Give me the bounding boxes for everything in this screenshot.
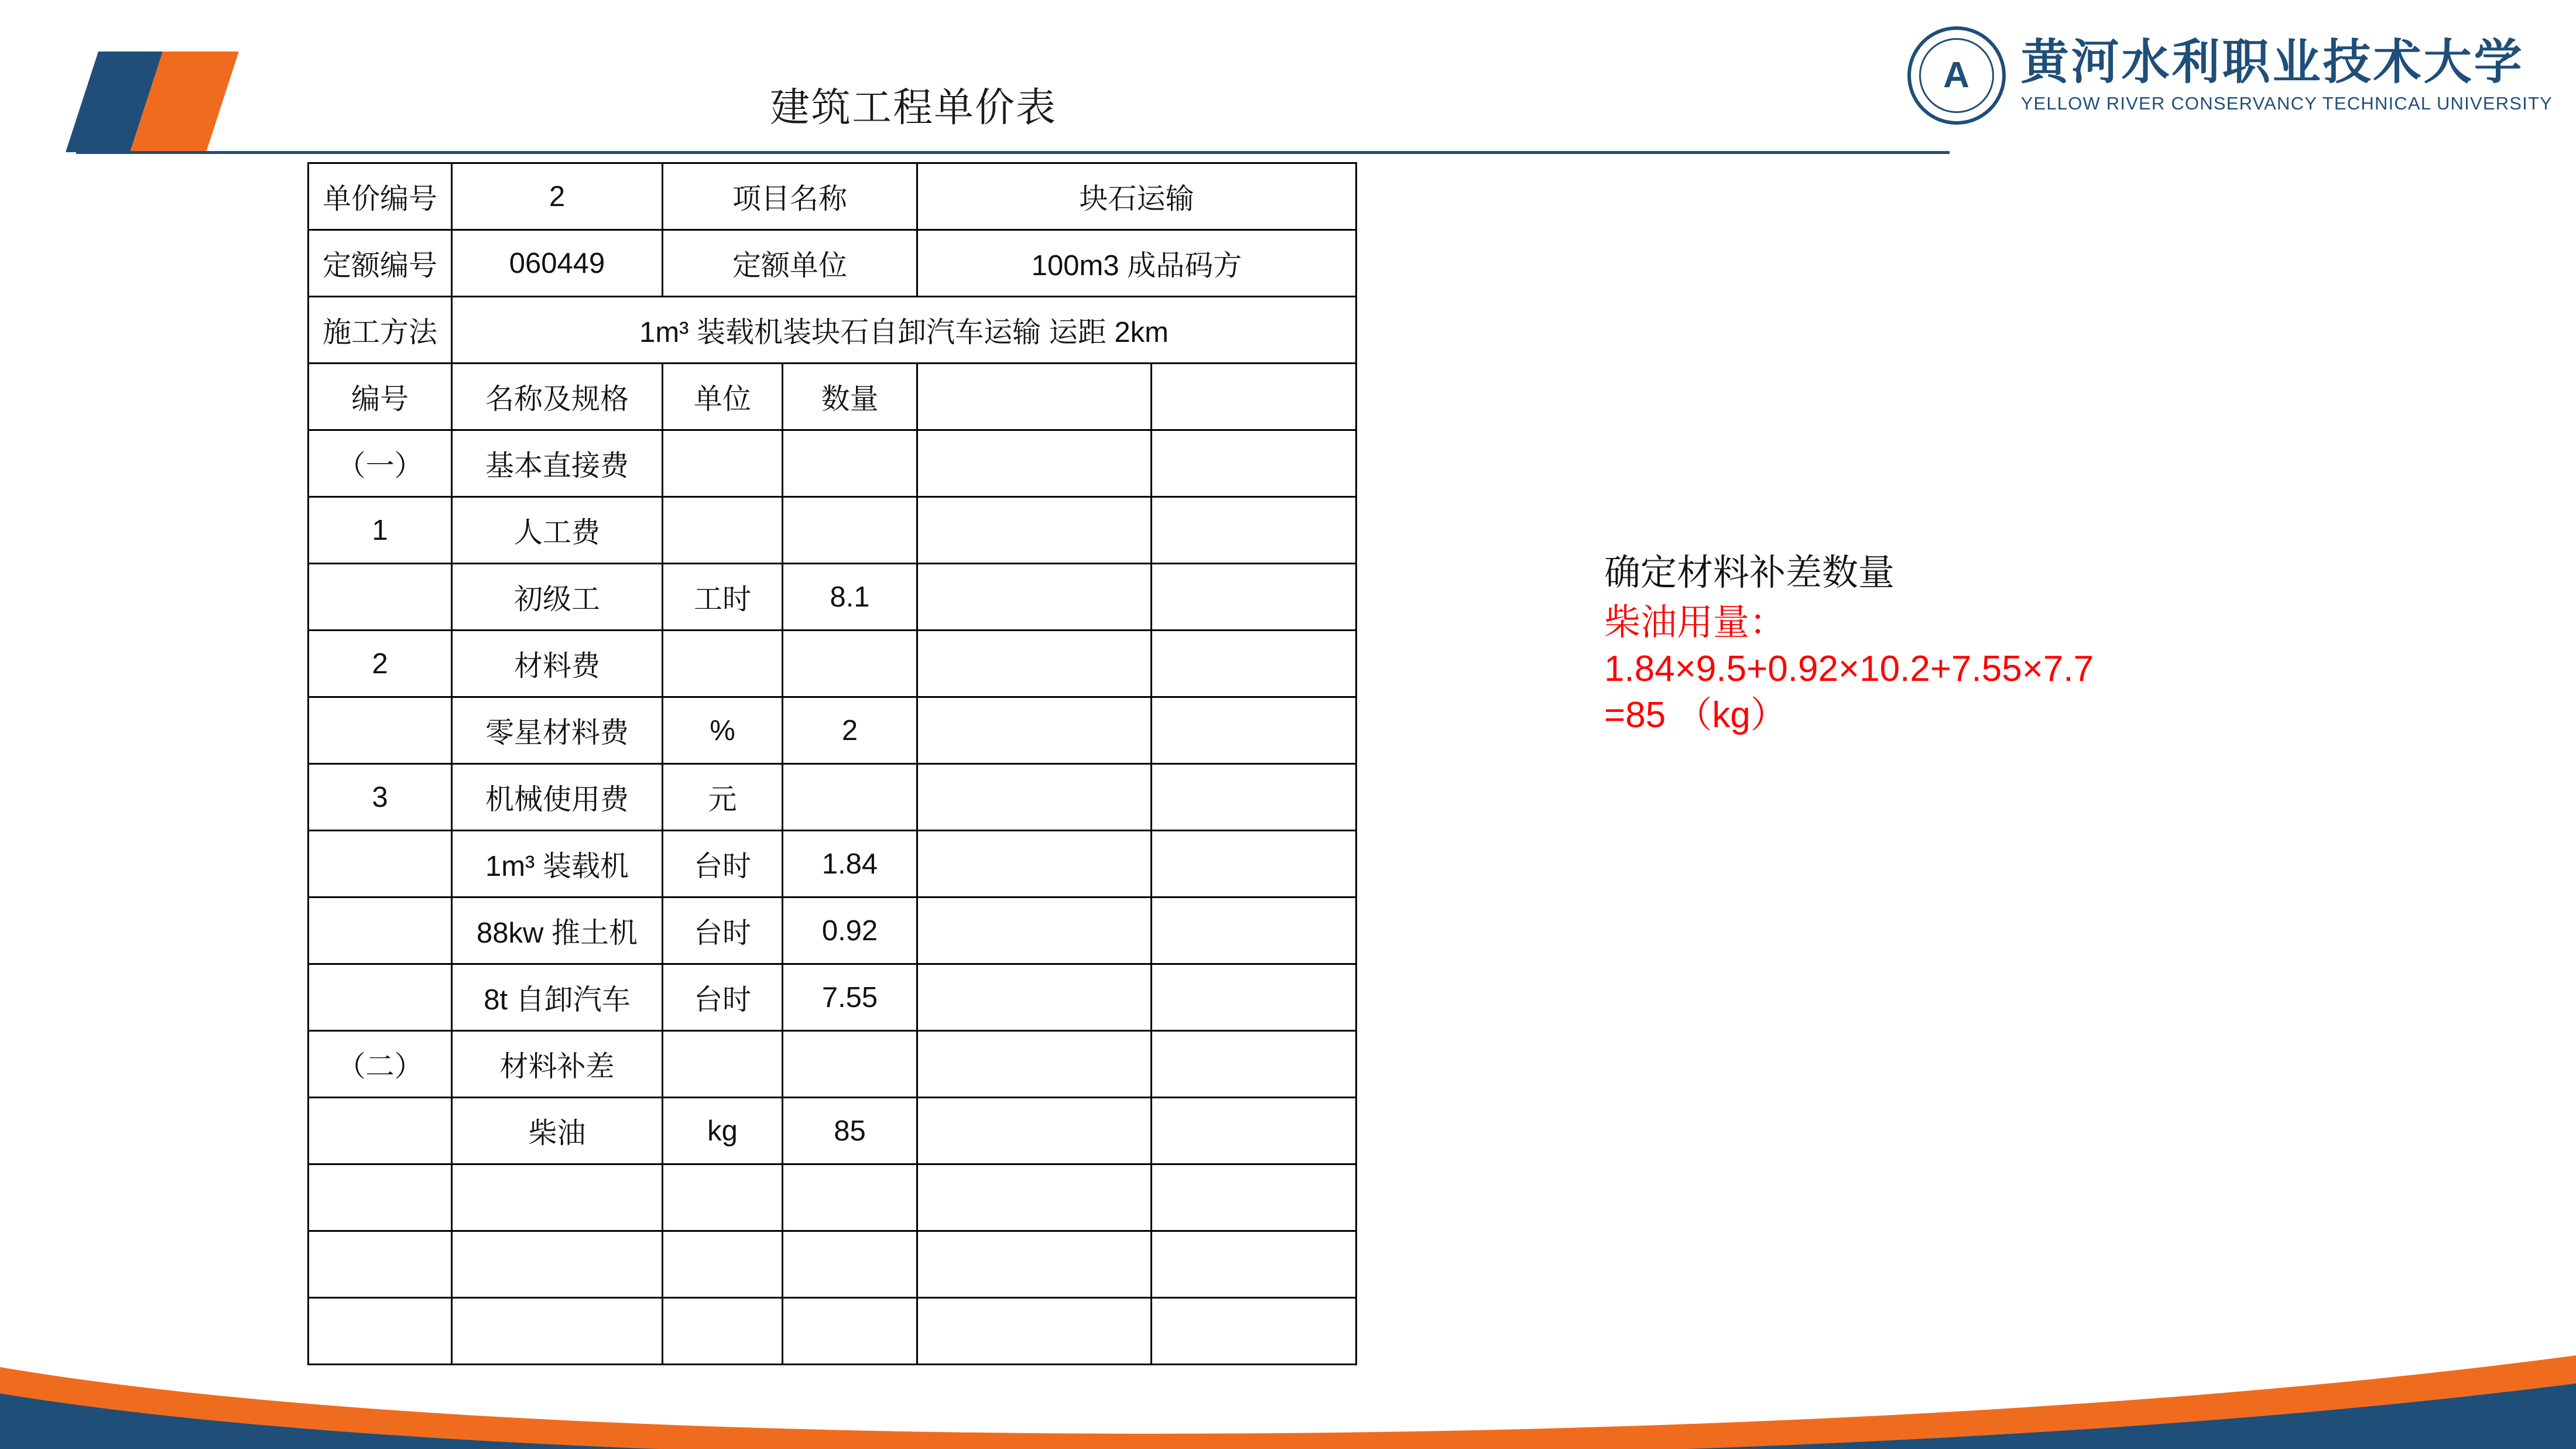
page-title: 建筑工程单价表 <box>769 85 1057 130</box>
table-row <box>309 697 1356 764</box>
note-line-1: 柴油用量： <box>1604 602 1786 643</box>
cell-qty: 85 <box>783 1098 917 1164</box>
cell-qty: 7.55 <box>783 964 917 1031</box>
cell-no <box>309 1098 452 1164</box>
note-line-2: 1.84×9.5+0.92×10.2+7.55×7.7 <box>1604 648 2094 689</box>
cell-unit: 台时 <box>663 831 783 898</box>
cell-name: 基本直接费 <box>452 430 663 497</box>
cell-label: 定额单位 <box>663 230 917 297</box>
cell-qty <box>783 631 917 697</box>
header-divider <box>76 151 1950 154</box>
cell-label: 施工方法 <box>309 297 452 364</box>
cell-value: 060449 <box>452 230 663 297</box>
cell-unit <box>663 1031 783 1098</box>
cell-qty <box>783 1031 917 1098</box>
cell-value: 块石运输 <box>917 163 1356 230</box>
cell-value: 2 <box>452 163 663 230</box>
table-row <box>309 964 1356 1031</box>
cell-extra-2 <box>1152 697 1356 764</box>
cell-unit: % <box>663 697 783 764</box>
cell-no: 2 <box>309 631 452 697</box>
cell-qty <box>783 1164 917 1231</box>
cell-unit <box>663 430 783 497</box>
cell-label: 项目名称 <box>663 163 917 230</box>
cell-extra-1 <box>917 1098 1152 1164</box>
slide-footer <box>0 1338 2576 1449</box>
cell-unit: kg <box>663 1098 783 1164</box>
column-header: 名称及规格 <box>452 364 663 430</box>
cell-unit: 工时 <box>663 564 783 631</box>
cell-unit: 元 <box>663 764 783 831</box>
cell-qty <box>783 430 917 497</box>
table-row-highlight <box>309 1031 1356 1098</box>
cell-extra-2 <box>1152 564 1356 631</box>
note-title: 确定材料补差数量 <box>1604 553 1895 593</box>
cell-extra-1 <box>917 1231 1152 1298</box>
cell-qty <box>783 1231 917 1298</box>
cell-label: 定额编号 <box>309 230 452 297</box>
cell-unit <box>663 497 783 564</box>
cell-extra-2 <box>1152 631 1356 697</box>
table-row <box>309 1231 1356 1298</box>
cell-extra-1 <box>917 697 1152 764</box>
table-row <box>309 1164 1356 1231</box>
cell-qty <box>783 764 917 831</box>
cell-name: 零星材料费 <box>452 697 663 764</box>
cell-name <box>452 1164 663 1231</box>
cell-no: 3 <box>309 764 452 831</box>
table-row <box>309 163 1356 230</box>
logo-monogram: A <box>1943 55 1969 95</box>
cell-extra-1 <box>917 497 1152 564</box>
cell-no <box>309 564 452 631</box>
cell-extra-1 <box>917 1031 1152 1098</box>
cell-name: 机械使用费 <box>452 764 663 831</box>
column-header: 数量 <box>783 364 917 430</box>
table-row-highlight <box>309 1098 1356 1164</box>
university-logo <box>1907 26 2553 125</box>
table-row <box>309 430 1356 497</box>
unit-price-table <box>307 162 1357 1365</box>
cell-value: 100m3 成品码方 <box>917 230 1356 297</box>
cell-qty <box>783 497 917 564</box>
column-header: 单位 <box>663 364 783 430</box>
cell-no <box>309 697 452 764</box>
logo-text-block <box>2020 33 2553 114</box>
cell-no <box>309 831 452 898</box>
cell-no <box>309 898 452 964</box>
cell-no <box>309 1231 452 1298</box>
cell-qty: 1.84 <box>783 831 917 898</box>
cell-value: 1m³ 装载机装块石自卸汽车运输 运距 2km <box>452 297 1356 364</box>
cell-name: 柴油 <box>452 1098 663 1164</box>
footer-swoosh-icon <box>0 1338 2576 1449</box>
table-row <box>309 631 1356 697</box>
table-row <box>309 230 1356 297</box>
cell-no: 1 <box>309 497 452 564</box>
note-line-3: =85 （kg） <box>1604 695 1787 736</box>
cell-extra-1 <box>917 764 1152 831</box>
cell-extra-2 <box>1152 898 1356 964</box>
cell-name: 初级工 <box>452 564 663 631</box>
cell-name: 8t 自卸汽车 <box>452 964 663 1031</box>
cell-name: 1m³ 装载机 <box>452 831 663 898</box>
cell-qty: 8.1 <box>783 564 917 631</box>
cell-no <box>309 964 452 1031</box>
table-row <box>309 831 1356 898</box>
cell-unit <box>663 631 783 697</box>
cell-extra-1 <box>917 898 1152 964</box>
logo-name-en: YELLOW RIVER CONSERVANCY TECHNICAL UNIVERSITY <box>2020 93 2553 114</box>
table-row <box>309 898 1356 964</box>
cell-no <box>309 1164 452 1231</box>
table-row <box>309 764 1356 831</box>
cell-extra-2 <box>1152 1164 1356 1231</box>
cell-name <box>452 1231 663 1298</box>
cell-extra-1 <box>917 831 1152 898</box>
table-row <box>309 497 1356 564</box>
cell-name: 人工费 <box>452 497 663 564</box>
column-header <box>917 364 1152 430</box>
cell-qty: 0.92 <box>783 898 917 964</box>
cell-extra-2 <box>1152 964 1356 1031</box>
cell-extra-2 <box>1152 1031 1356 1098</box>
column-header <box>1152 364 1356 430</box>
cell-extra-2 <box>1152 497 1356 564</box>
slide-header <box>0 0 2576 155</box>
cell-extra-2 <box>1152 764 1356 831</box>
cell-name: 材料补差 <box>452 1031 663 1098</box>
cell-extra-1 <box>917 1164 1152 1231</box>
cell-qty: 2 <box>783 697 917 764</box>
cell-extra-1 <box>917 430 1152 497</box>
cell-name: 材料费 <box>452 631 663 697</box>
cell-extra-1 <box>917 964 1152 1031</box>
table-row-method <box>309 297 1356 364</box>
table-row <box>309 564 1356 631</box>
cell-name: 88kw 推土机 <box>452 898 663 964</box>
logo-name-cn: 黄河水利职业技术大学 <box>2020 33 2524 90</box>
column-header: 编号 <box>309 364 452 430</box>
cell-extra-2 <box>1152 1098 1356 1164</box>
cell-extra-1 <box>917 631 1152 697</box>
cell-extra-2 <box>1152 430 1356 497</box>
cell-no: （一） <box>309 430 452 497</box>
cell-label: 单价编号 <box>309 163 452 230</box>
table-body <box>309 163 1356 1365</box>
table-header-row <box>309 364 1356 430</box>
cell-extra-1 <box>917 564 1152 631</box>
cell-extra-2 <box>1152 1231 1356 1298</box>
cell-unit: 台时 <box>663 964 783 1031</box>
cell-extra-2 <box>1152 831 1356 898</box>
calculation-note <box>1604 550 2482 739</box>
cell-unit <box>663 1164 783 1231</box>
cell-no: （二） <box>309 1031 452 1098</box>
cell-unit: 台时 <box>663 898 783 964</box>
logo-seal-icon <box>1907 26 2006 125</box>
cell-unit <box>663 1231 783 1298</box>
